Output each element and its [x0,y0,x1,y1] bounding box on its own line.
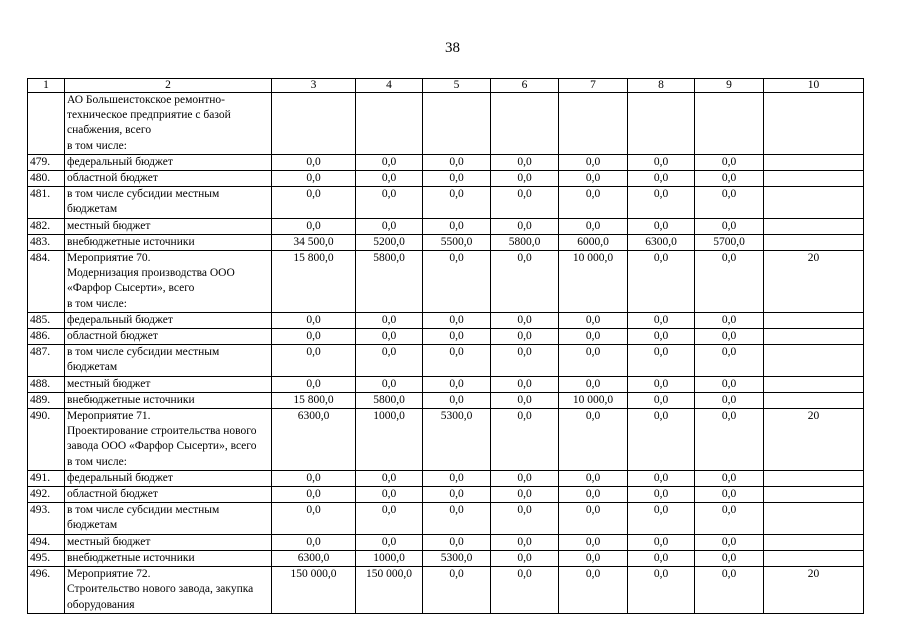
row-name-cell: областной бюджет [65,171,272,187]
column-header: 8 [628,79,695,93]
value-cell-10 [764,218,864,234]
row-name-cell: местный бюджет [65,218,272,234]
value-cell-4: 1000,0 [356,550,423,566]
header-row [28,79,864,93]
column-header: 4 [356,79,423,93]
value-cell-7: 0,0 [559,503,628,534]
budget-table [27,78,864,614]
table-row [28,503,864,534]
value-cell-3: 0,0 [272,503,356,534]
value-cell-10 [764,376,864,392]
column-header: 7 [559,79,628,93]
value-cell-9: 0,0 [695,312,764,328]
row-number-cell: 482. [28,218,65,234]
value-cell-9: 0,0 [695,567,764,614]
row-number-cell: 494. [28,534,65,550]
value-cell-7: 0,0 [559,534,628,550]
table-row [28,345,864,376]
value-cell-3: 0,0 [272,154,356,170]
value-cell-7: 10 000,0 [559,251,628,313]
value-cell-10 [764,392,864,408]
value-cell-5: 5300,0 [423,409,491,471]
value-cell-9: 0,0 [695,550,764,566]
table-row [28,251,864,313]
value-cell-4: 150 000,0 [356,567,423,614]
table-row [28,171,864,187]
value-cell-3: 150 000,0 [272,567,356,614]
table-row [28,312,864,328]
value-cell-9: 0,0 [695,171,764,187]
value-cell-4: 0,0 [356,187,423,218]
value-cell-3: 0,0 [272,218,356,234]
row-name-cell: федеральный бюджет [65,312,272,328]
row-number-cell: 489. [28,392,65,408]
value-cell-9: 5700,0 [695,234,764,250]
value-cell-8: 0,0 [628,345,695,376]
value-cell-6: 0,0 [491,534,559,550]
column-header: 2 [65,79,272,93]
value-cell-5: 0,0 [423,487,491,503]
table-row [28,329,864,345]
value-cell-10 [764,329,864,345]
value-cell-4: 0,0 [356,376,423,392]
row-number-cell: 485. [28,312,65,328]
value-cell-8: 0,0 [628,550,695,566]
row-number-cell: 480. [28,171,65,187]
row-name-cell: внебюджетные источники [65,392,272,408]
value-cell-8: 0,0 [628,187,695,218]
value-cell-10: 20 [764,251,864,313]
value-cell-5: 0,0 [423,154,491,170]
value-cell-3: 0,0 [272,534,356,550]
value-cell-10 [764,154,864,170]
value-cell-9: 0,0 [695,392,764,408]
value-cell-5: 0,0 [423,312,491,328]
value-cell-6: 0,0 [491,409,559,471]
value-cell-9: 0,0 [695,487,764,503]
row-name-cell: Мероприятие 72. Строительство нового завода, закупка оборудования [65,567,272,614]
value-cell-6: 0,0 [491,312,559,328]
table-row [28,567,864,614]
column-header: 6 [491,79,559,93]
value-cell-8: 0,0 [628,567,695,614]
value-cell-10: 20 [764,567,864,614]
row-number-cell: 486. [28,329,65,345]
table-row [28,534,864,550]
value-cell-3: 0,0 [272,171,356,187]
value-cell-9: 0,0 [695,187,764,218]
value-cell-4: 0,0 [356,218,423,234]
table-row [28,392,864,408]
value-cell-5: 0,0 [423,470,491,486]
row-number-cell: 479. [28,154,65,170]
value-cell-6: 5800,0 [491,234,559,250]
value-cell-3: 6300,0 [272,550,356,566]
column-header: 10 [764,79,864,93]
value-cell-9: 0,0 [695,534,764,550]
value-cell-8 [628,93,695,155]
value-cell-10 [764,345,864,376]
value-cell-3: 0,0 [272,187,356,218]
row-name-cell: областной бюджет [65,487,272,503]
table-row [28,218,864,234]
value-cell-3 [272,93,356,155]
row-name-cell: Мероприятие 71. Проектирование строительства нового завода ООО «Фарфор Сысерти», всего в том числе: [65,409,272,471]
value-cell-6: 0,0 [491,487,559,503]
value-cell-5: 0,0 [423,218,491,234]
row-number-cell [28,93,65,155]
value-cell-5: 0,0 [423,187,491,218]
value-cell-6: 0,0 [491,251,559,313]
value-cell-7: 0,0 [559,171,628,187]
value-cell-5: 0,0 [423,376,491,392]
value-cell-8: 0,0 [628,154,695,170]
value-cell-10: 20 [764,409,864,471]
value-cell-3: 15 800,0 [272,392,356,408]
value-cell-4: 5800,0 [356,392,423,408]
value-cell-10 [764,312,864,328]
value-cell-7 [559,93,628,155]
row-number-cell: 495. [28,550,65,566]
value-cell-4: 0,0 [356,503,423,534]
column-header: 5 [423,79,491,93]
value-cell-4: 0,0 [356,345,423,376]
row-number-cell: 493. [28,503,65,534]
value-cell-5: 0,0 [423,251,491,313]
value-cell-6: 0,0 [491,329,559,345]
value-cell-7: 0,0 [559,187,628,218]
value-cell-9: 0,0 [695,345,764,376]
value-cell-4: 5800,0 [356,251,423,313]
value-cell-6: 0,0 [491,503,559,534]
value-cell-9: 0,0 [695,470,764,486]
value-cell-8: 6300,0 [628,234,695,250]
value-cell-4: 0,0 [356,487,423,503]
value-cell-3: 0,0 [272,376,356,392]
table-row [28,470,864,486]
value-cell-5: 5500,0 [423,234,491,250]
value-cell-3: 0,0 [272,487,356,503]
row-number-cell: 481. [28,187,65,218]
row-number-cell: 488. [28,376,65,392]
table-row [28,154,864,170]
row-name-cell: федеральный бюджет [65,154,272,170]
row-name-cell: в том числе субсидии местным бюджетам [65,503,272,534]
row-number-cell: 483. [28,234,65,250]
value-cell-7: 0,0 [559,376,628,392]
row-name-cell: федеральный бюджет [65,470,272,486]
column-header: 3 [272,79,356,93]
value-cell-10 [764,470,864,486]
value-cell-10 [764,171,864,187]
value-cell-9: 0,0 [695,251,764,313]
value-cell-8: 0,0 [628,329,695,345]
value-cell-9: 0,0 [695,409,764,471]
row-name-cell: местный бюджет [65,534,272,550]
value-cell-5 [423,93,491,155]
row-number-cell: 496. [28,567,65,614]
value-cell-4: 0,0 [356,470,423,486]
value-cell-5: 0,0 [423,345,491,376]
value-cell-6: 0,0 [491,187,559,218]
row-number-cell: 491. [28,470,65,486]
table-row [28,187,864,218]
table-row [28,376,864,392]
value-cell-7: 0,0 [559,487,628,503]
value-cell-4 [356,93,423,155]
value-cell-7: 0,0 [559,312,628,328]
value-cell-7: 6000,0 [559,234,628,250]
row-name-cell: в том числе субсидии местным бюджетам [65,187,272,218]
value-cell-7: 0,0 [559,567,628,614]
value-cell-5: 0,0 [423,171,491,187]
value-cell-9: 0,0 [695,154,764,170]
value-cell-5: 0,0 [423,567,491,614]
value-cell-9: 0,0 [695,376,764,392]
column-header: 9 [695,79,764,93]
value-cell-10 [764,550,864,566]
value-cell-8: 0,0 [628,470,695,486]
table-row [28,487,864,503]
table-row [28,550,864,566]
value-cell-7: 0,0 [559,345,628,376]
row-number-cell: 492. [28,487,65,503]
value-cell-6 [491,93,559,155]
value-cell-5: 0,0 [423,329,491,345]
value-cell-7: 10 000,0 [559,392,628,408]
table-row [28,93,864,155]
value-cell-4: 1000,0 [356,409,423,471]
value-cell-3: 0,0 [272,470,356,486]
value-cell-4: 5200,0 [356,234,423,250]
value-cell-5: 0,0 [423,503,491,534]
value-cell-8: 0,0 [628,392,695,408]
value-cell-7: 0,0 [559,218,628,234]
value-cell-9: 0,0 [695,329,764,345]
value-cell-6: 0,0 [491,567,559,614]
value-cell-7: 0,0 [559,550,628,566]
value-cell-9 [695,93,764,155]
value-cell-6: 0,0 [491,345,559,376]
value-cell-10 [764,503,864,534]
row-name-cell: внебюджетные источники [65,550,272,566]
value-cell-9: 0,0 [695,503,764,534]
value-cell-7: 0,0 [559,470,628,486]
value-cell-6: 0,0 [491,376,559,392]
value-cell-10 [764,234,864,250]
page-number: 38 [445,40,460,56]
value-cell-7: 0,0 [559,409,628,471]
row-name-cell: областной бюджет [65,329,272,345]
value-cell-4: 0,0 [356,312,423,328]
value-cell-8: 0,0 [628,487,695,503]
value-cell-8: 0,0 [628,409,695,471]
value-cell-6: 0,0 [491,550,559,566]
column-header: 1 [28,79,65,93]
value-cell-7: 0,0 [559,154,628,170]
value-cell-10 [764,187,864,218]
value-cell-8: 0,0 [628,503,695,534]
value-cell-10 [764,93,864,155]
value-cell-3: 0,0 [272,345,356,376]
value-cell-5: 5300,0 [423,550,491,566]
value-cell-6: 0,0 [491,171,559,187]
value-cell-3: 0,0 [272,312,356,328]
value-cell-8: 0,0 [628,376,695,392]
value-cell-10 [764,534,864,550]
value-cell-6: 0,0 [491,470,559,486]
value-cell-3: 0,0 [272,329,356,345]
value-cell-8: 0,0 [628,251,695,313]
value-cell-5: 0,0 [423,392,491,408]
value-cell-5: 0,0 [423,534,491,550]
row-name-cell: Мероприятие 70. Модернизация производства ООО «Фарфор Сысерти», всего в том числе: [65,251,272,313]
value-cell-4: 0,0 [356,171,423,187]
row-name-cell: внебюджетные источники [65,234,272,250]
value-cell-3: 34 500,0 [272,234,356,250]
value-cell-10 [764,487,864,503]
table-row [28,409,864,471]
value-cell-4: 0,0 [356,154,423,170]
value-cell-8: 0,0 [628,218,695,234]
value-cell-7: 0,0 [559,329,628,345]
value-cell-4: 0,0 [356,329,423,345]
row-number-cell: 484. [28,251,65,313]
row-name-cell: местный бюджет [65,376,272,392]
table-row [28,234,864,250]
value-cell-3: 6300,0 [272,409,356,471]
value-cell-8: 0,0 [628,312,695,328]
value-cell-4: 0,0 [356,534,423,550]
row-number-cell: 490. [28,409,65,471]
value-cell-9: 0,0 [695,218,764,234]
value-cell-6: 0,0 [491,392,559,408]
value-cell-8: 0,0 [628,534,695,550]
value-cell-3: 15 800,0 [272,251,356,313]
value-cell-6: 0,0 [491,154,559,170]
row-name-cell: в том числе субсидии местным бюджетам [65,345,272,376]
value-cell-8: 0,0 [628,171,695,187]
value-cell-6: 0,0 [491,218,559,234]
row-number-cell: 487. [28,345,65,376]
row-name-cell: АО Большеистокское ремонтно-техническое предприятие с базой снабжения, всего в том числе: [65,93,272,155]
